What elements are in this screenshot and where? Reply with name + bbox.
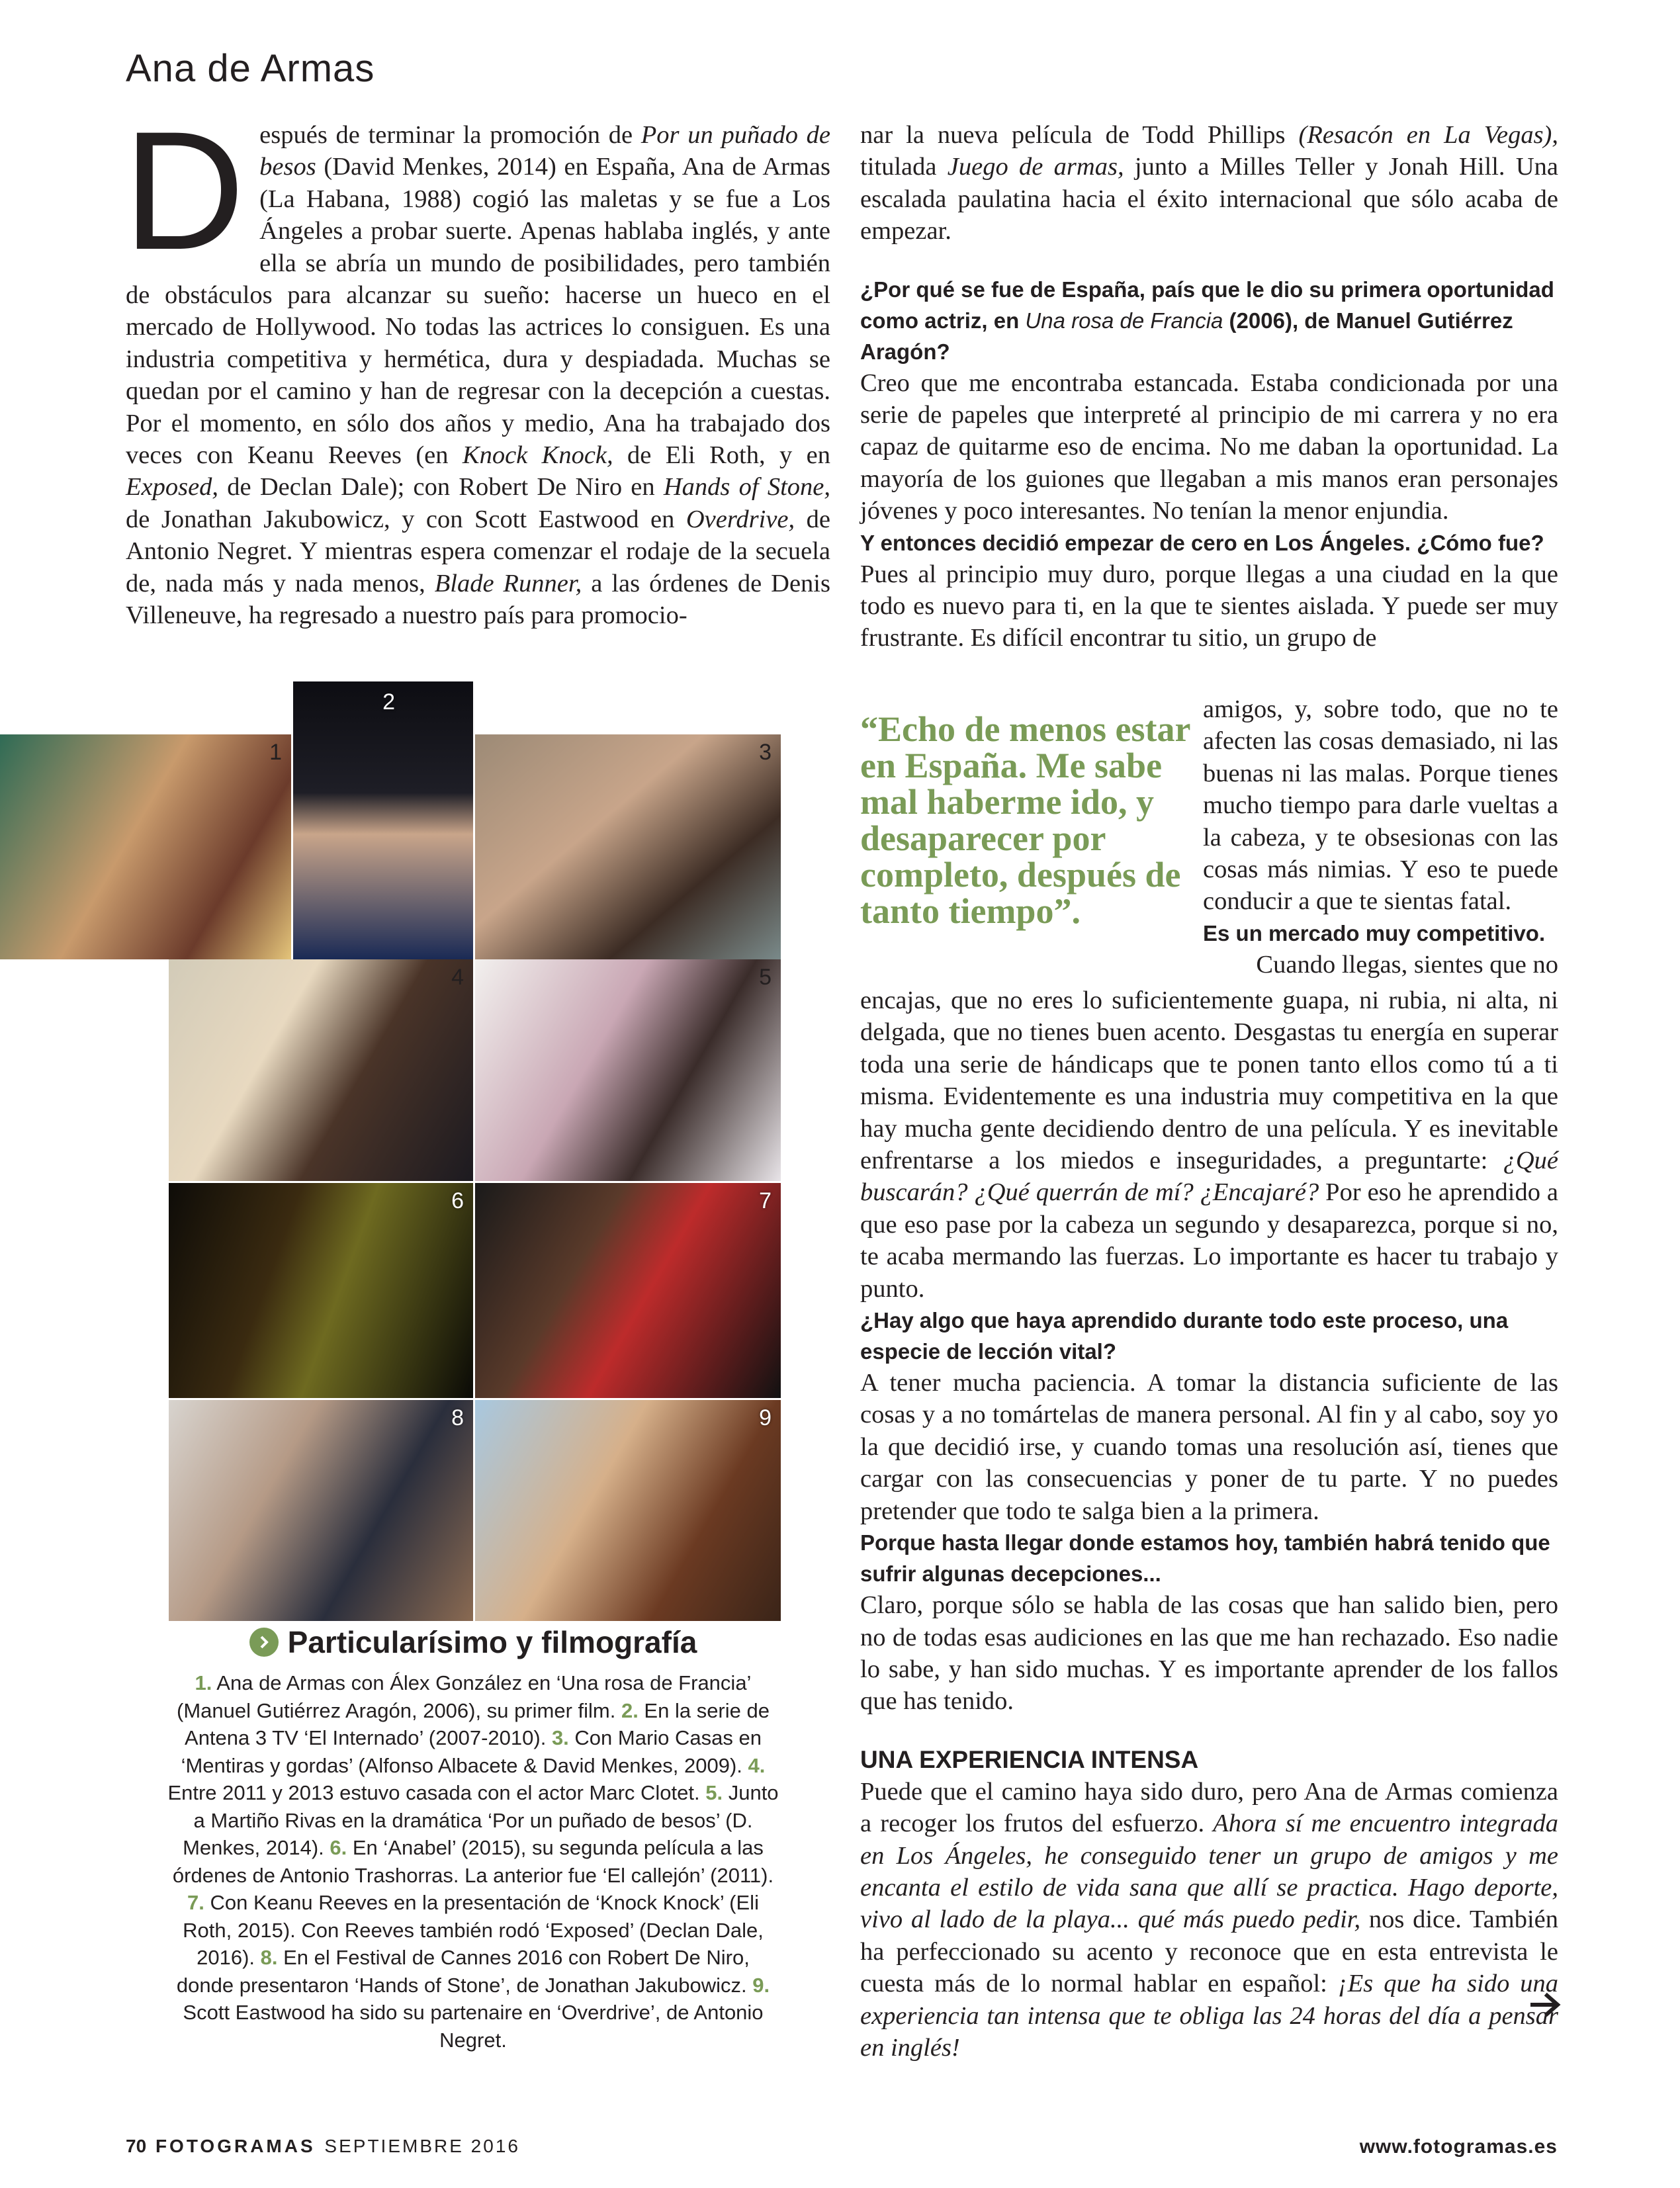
wrapped-text [1203,693,1558,981]
question-4: ¿Hay algo que haya aprendido durante todo este proceso, una especie de lección vital? [860,1308,1509,1364]
question-5: Porque hasta llegar donde estamos hoy, también habrá tenido que sufrir algunas decepciones... [860,1530,1550,1587]
section-paragraph: Puede que el camino haya sido duro, pero Ana de Armas comienza a recoger los frutos del esfuerzo. Ahora sí me encuentro integrada en Los Ángeles, he conseguido tener un grupo de amigos y me encanta el estilo de vida sana que allí se practica. Hago deporte, vivo al lado de la playa... qué más puedo pedir, nos dice. También ha perfeccionado su acento y reconoce que en esta entrevista le cuesta más de lo normal hablar en español: ¡Es que ha sido una experiencia tan intensa que te obliga las 24 horas del día a pensar en inglés! [860,1777,1558,2062]
intro-column [123,97,830,632]
answer-4: A tener mucha paciencia. A tomar la distancia suficiente de las cosas y a no tomártelas de manera personal. Al fin y al cabo, soy yo la que decidió irse, y cuando tomas una resolución así, tienes que cargar con las consecuencias y poner de tu parte. Y no puedes pretender que todo te salga bien a la primera. [860,1369,1558,1525]
photo-6 [169,1183,473,1398]
photo-number: 2 [382,689,395,715]
photo-8 [169,1400,473,1621]
photo-number: 6 [451,1188,464,1213]
answer-5: Claro, porque sólo se habla de las cosas que han salido bien, pero no de todas esas audiciones en las que me han rechazado. Eso nadie lo sabe, y han sido muchas. Y es importante aprender de los fallos que has tenido. [860,1591,1558,1716]
photo-number: 4 [451,965,464,990]
photo-number: 1 [269,740,282,765]
section-heading: UNA EXPERIENCIA INTENSA [860,1745,1199,1773]
answer-2a: Pues al principio muy duro, porque llegas a una ciudad en la que todo es nuevo para ti, en la que te sientes aislada. Y puede ser muy frustrante. Es difícil encontrar tu sitio, un grupo de [860,560,1558,652]
continue-arrow-icon [1530,1991,1562,2018]
magazine-name: FOTOGRAMAS [155,2136,316,2156]
issue-date: SEPTIEMBRE 2016 [324,2136,520,2156]
photo-number: 7 [759,1188,772,1213]
photo-2 [293,681,473,959]
question-3: Es un mercado muy competitivo. [1203,920,1546,945]
footer-folio [126,2136,520,2157]
photo-number: 5 [759,965,772,990]
website-link[interactable]: www.fotogramas.es [1359,2136,1558,2158]
photo-number: 3 [759,740,772,765]
caption-heading [165,1624,781,1660]
question-1: ¿Por qué se fue de España, país que le dio su primera oportunidad como actriz, en Una rosa de Francia (2006), de Manuel Gutiérrez Aragón? [860,277,1554,364]
photo-4 [169,959,473,1181]
question-2: Y entonces decidió empezar de cero en Los Ángeles. ¿Cómo fue? [860,530,1544,555]
photo-9 [475,1400,781,1621]
photo-5 [475,959,781,1181]
intro-paragraph: Después de terminar la promoción de Por un puñado de besos (David Menkes, 2014) en España, Ana de Armas (La Habana, 1988) cogió las maletas y se fue a Los Ángeles a probar suerte. Apenas hablaba inglés, y ante ella se abría un mundo de posibilidades, pero también de obstáculos para alcanzar su sueño: hacerse un hueco en el mercado de Hollywood. No todas las actrices lo consiguen. Es una industria competitiva y hermética, dura y despiadada. Muchas se quedan por el camino y han de regresar con la decepción a cuestas. Por el momento, en sólo dos años y medio, Ana ha trabajado dos veces con Keanu Reeves (en Knock Knock, de Eli Roth, y en Exposed, de Declan Dale); con Robert De Niro en Hands of Stone, de Jonathan Jakubowicz, y con Scott Eastwood en Overdrive, de Antonio Negret. Y mientras espera comenzar el rodaje de la secuela de, nada más y nada menos, Blade Runner, a las órdenes de Denis Villeneuve, ha regresado a nuestro país para promocio- [123,97,830,630]
page-title: Ana de Armas [126,47,375,90]
answer-1: Creo que me encontraba estancada. Estaba condicionada por una serie de papeles que interpreté al principio de mi carrera y no era capaz de quitarme eso de encima. No me daban la oportunidad. La mayoría de los guiones que llegaban a mis manos eran personajes jóvenes y poco interesantes. No tenían la menor enjundia. [860,369,1558,525]
pull-quote: “Echo de menos estar en España. Me sabe mal haberme ido, y desaparecer por completo, después de tanto tiempo”. [860,709,1190,931]
intro-cont-text: nar la nueva película de Todd Phillips [860,121,1299,149]
answer-3b: encajas, que no eres lo suficientemente guapa, ni rubia, ni alta, ni delgada, que no tienes buen acento. Desgastas tu energía en superar toda una serie de hándicaps que te ponen tanto ellos como tú a ti misma. Evidentemente es una industria muy competitiva en la que hay mucha gente decidiendo dentro de una película. Y es inevitable enfrentarse a los miedos e inseguridades, a preguntarte: ¿Qué buscarán? ¿Qué querrán de mí? ¿Encajaré? Por eso he aprendido a que eso pase por la cabeza un segundo y desaparezca, porque si no, te acaba mermando las fuerzas. Lo importante es hacer tu trabajo y punto. [860,986,1558,1303]
filmography-caption [165,1624,781,2054]
chevron-right-icon [249,1628,279,1657]
interview-column [860,119,1558,654]
answer-3a: Cuando llegas, sientes que no [1256,950,1558,979]
photo-mosaic [0,681,781,1621]
caption-title: Particularísimo y filmografía [287,1625,697,1659]
photo-number: 8 [451,1405,464,1430]
photo-number: 9 [759,1405,772,1430]
page-number: 70 [126,2136,147,2156]
interview-lower [860,985,1558,2064]
answer-2b: amigos, y, sobre todo, que no te afecten las cosas demasiado, ni las buenas ni las malas. Porque tienes mucho tiempo para darle vueltas a la cabeza, y te obsesionas con las cosas más nimias. Y eso te puede conducir a que te sientas fatal. [1203,695,1558,916]
drop-cap: D [123,97,245,285]
photo-3 [475,734,781,959]
caption-body: 1. Ana de Armas con Álex González en ‘Una rosa de Francia’ (Manuel Gutiérrez Aragón, 2006), su primer film. 2. En la serie de Antena 3 TV ‘El Internado’ (2007-2010). 3. Con Mario Casas en ‘Mentiras y gordas’ (Alfonso Albacete & David Menkes, 2009). 4. Entre 2011 y 2013 estuvo casada con el actor Marc Clotet. 5. Junto a Martiño Rivas en la dramática ‘Por un puñado de besos’ (D. Menkes, 2014). 6. En ‘Anabel’ (2015), su segunda película a las órdenes de Antonio Trashorras. La anterior fue ‘El callejón’ (2011). 7. Con Keanu Reeves en la presentación de ‘Knock Knock’ (Eli Roth, 2015). Con Reeves también rodó ‘Exposed’ (Declan Dale, 2016). 8. En el Festival de Cannes 2016 con Robert De Niro, donde presentaron ‘Hands of Stone’, de Jonathan Jakubowicz. 9. Scott Eastwood ha sido su partenaire en ‘Overdrive’, de Antonio Negret. [167,1671,779,2052]
intro-continuation: nar la nueva película de Todd Phillips (Resacón en La Vegas), titulada Juego de armas, junto a Milles Teller y Jonah Hill. Una escalada paulatina hacia el éxito internacional que sólo acaba de empezar. [860,121,1558,245]
photo-7 [475,1183,781,1398]
photo-1 [0,734,291,959]
